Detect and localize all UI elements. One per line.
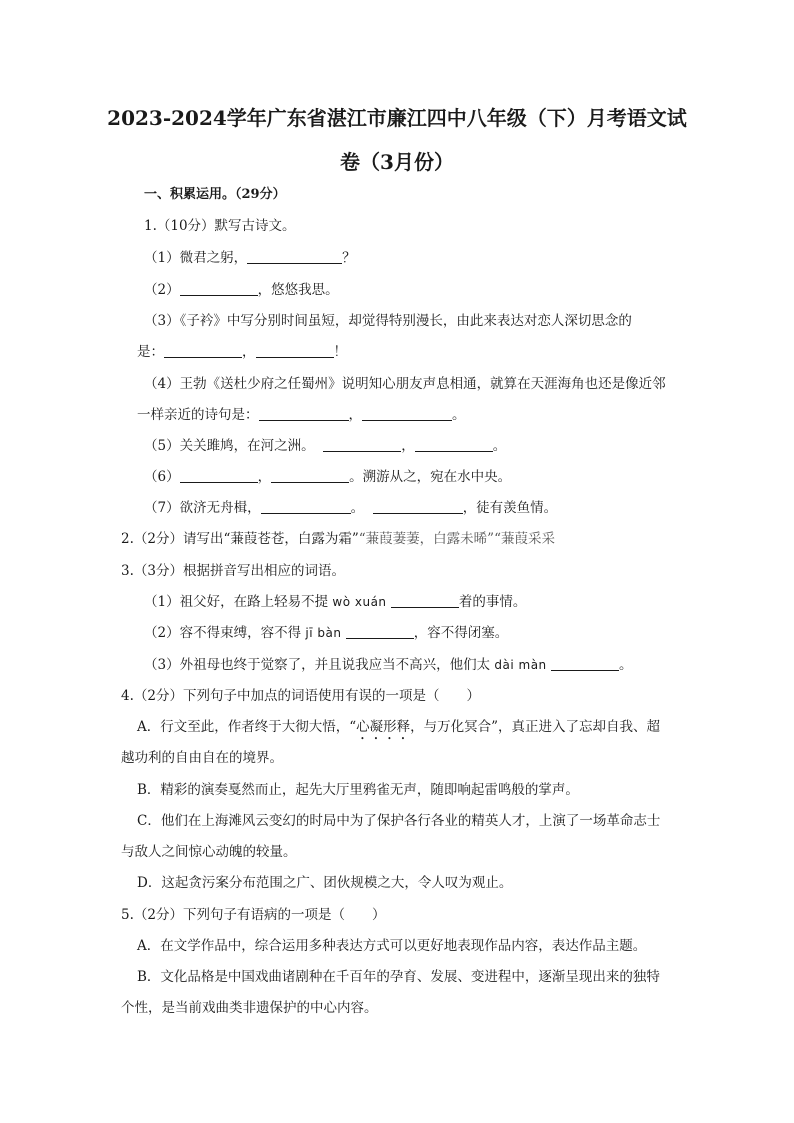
q1-item-3-line2 [137,342,347,362]
q1-7-sep: 。 [350,500,365,516]
q1-7-end: ，徒有羡鱼情。 [462,500,558,516]
q4-option-a-line1 [137,717,660,743]
q3-1-text: （1）祖父好，在路上轻易不提 [144,594,329,610]
q1-4-end: 。 [452,407,466,423]
q3-1-end: 着的事情。 [458,594,527,610]
q1-6-end: 。溯游从之，宛在水中央。 [349,469,512,485]
answer-blank[interactable] [362,406,452,421]
answer-blank[interactable] [323,437,401,452]
q5-option-b-line1: B．文化品格是中国戏曲诸剧种在千百年的孕育、发展、变进程中，逐渐呈现出来的独特 [137,969,660,985]
q5-stem: 5.（2分）下列句子有语病的一项是（ ） [121,907,386,923]
q1-item-1 [144,248,356,268]
q3-1-pinyin: wò xuán [332,595,387,609]
q2-text: 2.（2分）请写出“蒹葭苍苍，白露为霜” [121,531,359,547]
answer-blank[interactable] [346,624,414,639]
q3-3-pinyin: dài màn [494,658,547,672]
q4-option-d: D．这起贪污案分布范围之广、团伙规模之大，令人叹为观止。 [137,875,513,891]
answer-blank[interactable] [259,406,349,421]
q1-1-end: ？ [342,250,356,266]
q2-faded-text: “蒹葭萋萋，白露未晞”“蒹葭采采 [358,531,555,547]
answer-blank[interactable] [180,468,258,483]
answer-blank[interactable] [373,499,463,514]
answer-blank[interactable] [180,281,258,296]
q1-3-label: 是： [137,344,164,360]
q3-3-text: （3）外祖母也终于觉察了，并且说我应当不高兴，他们太 [144,657,491,673]
q1-2-end: ，悠悠我思。 [257,282,339,298]
q1-6-sep: ， [257,469,272,485]
q3-stem: 3.（3分）根据拼音写出相应的词语。 [121,563,345,579]
q1-5-text: （5）关关雎鸠，在河之洲。 [144,438,315,454]
q3-item-2 [144,623,508,643]
q1-item-6 [144,467,511,487]
q3-item-3 [144,655,632,675]
q4-a-text1: A．行文至此，作者终于大彻大悟，“ [137,719,357,735]
q1-4-label: 一样亲近的诗句是： [137,407,259,423]
q3-2-pinyin: jī bàn [305,626,342,640]
q2-stem [121,529,555,549]
answer-blank[interactable] [271,468,349,483]
q1-3-sep: ， [242,344,256,360]
q3-3-end: 。 [618,657,633,673]
q5-option-b-line2: 个性，是当前戏曲类非遗保护的中心内容。 [121,1000,378,1016]
q4-a-dotted-phrase: 心凝形释 [356,719,411,735]
exam-title-line2: 卷（3月份） [340,150,454,174]
q3-item-1 [144,592,526,612]
q4-option-c-line1: C．他们在上海滩风云变幻的时局中为了保护各行各业的精英人才，上演了一场革命志士 [137,813,661,829]
q1-4-sep: ， [348,407,362,423]
q3-2-text: （2）容不得束缚，容不得 [144,625,302,641]
section-heading: 一、积累运用。（29分） [144,187,286,202]
q4-stem: 4.（2分）下列句子中加点的词语使用有误的一项是（ ） [121,688,480,704]
q1-item-5 [144,436,506,456]
q1-stem: 1.（10分）默写古诗文。 [144,218,296,234]
q4-a-text2: ，与万化冥合”，真正进入了忘却自我、超 [410,719,661,735]
answer-blank[interactable] [261,499,351,514]
q1-2-text: （2） [144,282,180,298]
q1-item-4-line2 [137,405,466,425]
answer-blank[interactable] [256,343,334,358]
q1-item-2 [144,280,339,300]
q4-option-c-line2: 与敌人之间惊心动魄的较量。 [121,844,297,860]
q1-1-text: （1）微君之躬， [144,250,248,266]
q1-item-4-line1: （4）王勃《送杜少府之任蜀州》说明知心朋友声息相通，就算在天涯海角也还是像近邻 [144,376,666,392]
answer-blank[interactable] [391,593,459,608]
q4-option-a-line2: 越功利的自由自在的境界。 [121,750,283,766]
q1-3-end: ！ [333,344,347,360]
q1-7-text: （7）欲济无舟楫， [144,500,261,516]
answer-blank[interactable] [247,249,342,264]
q1-item-7 [144,498,557,518]
answer-blank[interactable] [164,343,242,358]
answer-blank[interactable] [551,656,619,671]
q1-5-sep: ， [401,438,415,454]
exam-title-line1: 2023-2024学年广东省湛江市廉江四中八年级（下）月考语文试 [107,106,687,130]
answer-blank[interactable] [415,437,493,452]
q1-6-label: （6） [144,469,180,485]
q3-2-end: ，容不得闭塞。 [413,625,509,641]
q4-option-b: B．精彩的演奏戛然而止，起先大厅里鸦雀无声，随即响起雷鸣般的掌声。 [137,782,579,798]
q1-5-end: 。 [492,438,507,454]
q5-option-a: A．在文学作品中，综合运用多种表达方式可以更好地表现作品内容，表达作品主题。 [137,938,647,954]
q1-item-3-line1: （3）《子衿》中写分别时间虽短，却觉得特别漫长，由此来表达对恋人深切思念的 [144,313,632,329]
